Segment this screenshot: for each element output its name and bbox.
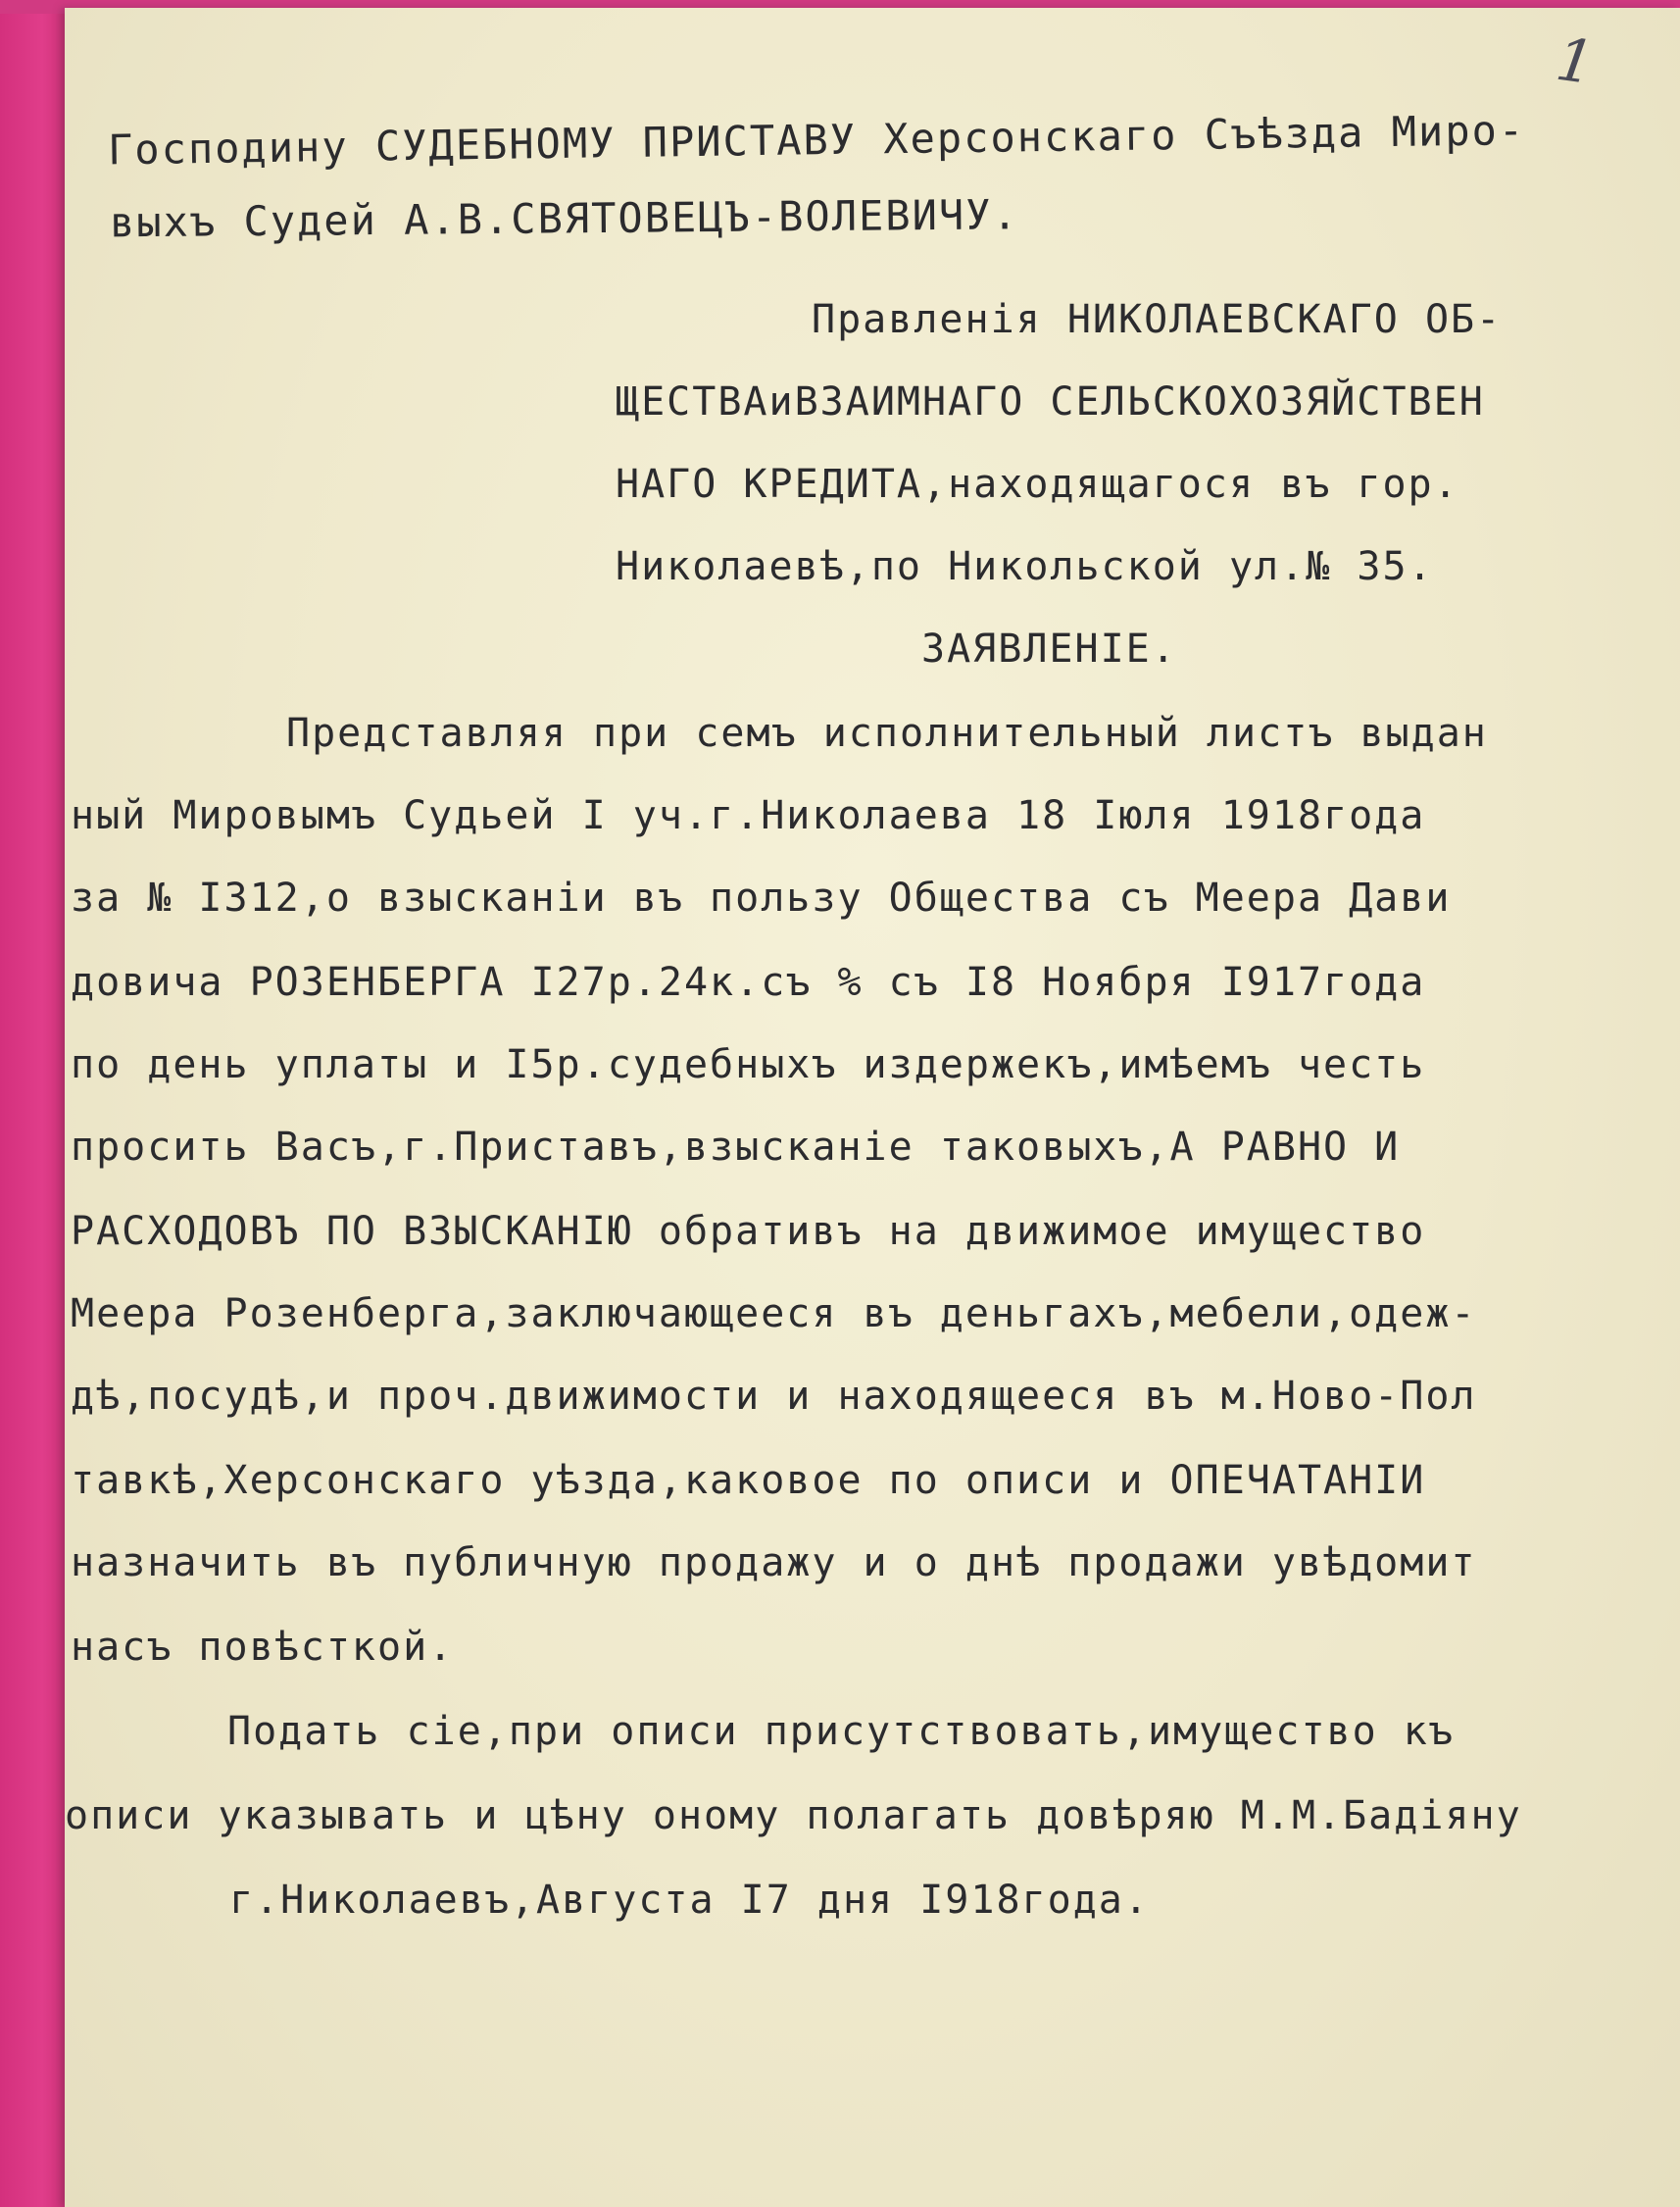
body-line-10: тавкѣ,Херсонскаго уѣзда,каковое по описи и ОПЕЧАТАНІИ — [71, 1458, 1426, 1503]
body-line-8: Меера Розенберга,заключающееся въ деньгахъ,мебели,одеж- — [71, 1291, 1477, 1336]
sender-line-3: НАГО КРЕДИТА,находящагося въ гор. — [616, 462, 1459, 507]
authorization-line-1: Подать сіе,при описи присутствовать,имущество къ — [227, 1709, 1455, 1754]
body-line-11: назначить въ публичную продажу и о днѣ продажи увѣдомит — [71, 1540, 1477, 1585]
body-line-12: насъ повѣсткой. — [71, 1625, 455, 1670]
body-line-1: Представляя при семъ исполнительный листъ выдан — [286, 711, 1488, 756]
body-line-5: по день уплаты и I5р.судебныхъ издержекъ,имѣемъ честь — [71, 1042, 1426, 1087]
body-line-4: довича РОЗЕНБЕРГА I27р.24к.съ % съ I8 Ноября I917года — [71, 960, 1426, 1005]
address-line-1: Господину СУДЕБНОМУ ПРИСТАВУ Херсонскаго Съѣзда Миро- — [107, 106, 1526, 175]
body-line-2: ный Мировымъ Судьей I уч.г.Николаева 18 Іюля 1918года — [71, 793, 1426, 838]
sender-line-1: Правленія НИКОЛАЕВСКАГО ОБ- — [812, 297, 1503, 342]
sender-line-4: Николаевѣ,по Никольской ул.№ 35. — [616, 544, 1434, 589]
authorization-line-2: описи указывать и цѣну оному полагать довѣряю М.М.Бадіяну — [65, 1793, 1522, 1838]
document-title: ЗАЯВЛЕНІЕ. — [921, 627, 1177, 672]
page-number: 1 — [1552, 25, 1599, 99]
sender-line-2: ЩЕСТВАиВЗАИМНАГО СЕЛЬСКОХОЗЯЙСТВЕН — [616, 379, 1485, 425]
date-line: г.Николаевъ,Августа I7 дня I918года. — [229, 1878, 1150, 1923]
address-line-2: выхъ Судей А.В.СВЯТОВЕЦЪ-ВОЛЕВИЧУ. — [109, 190, 1019, 247]
folder-edge-strip — [0, 0, 71, 2207]
body-line-7: РАСХОДОВЪ ПО ВЗЫСКАНІЮ обративъ на движимое имущество — [71, 1209, 1426, 1254]
body-line-9: дѣ,посудѣ,и проч.движимости и находящееся въ м.Ново-Пол — [71, 1374, 1477, 1419]
body-line-6: просить Васъ,г.Приставъ,взысканіе таковыхъ,А РАВНО И — [71, 1125, 1401, 1170]
body-line-3: за № I312,о взысканіи въ пользу Общества съ Меера Дави — [71, 876, 1452, 921]
